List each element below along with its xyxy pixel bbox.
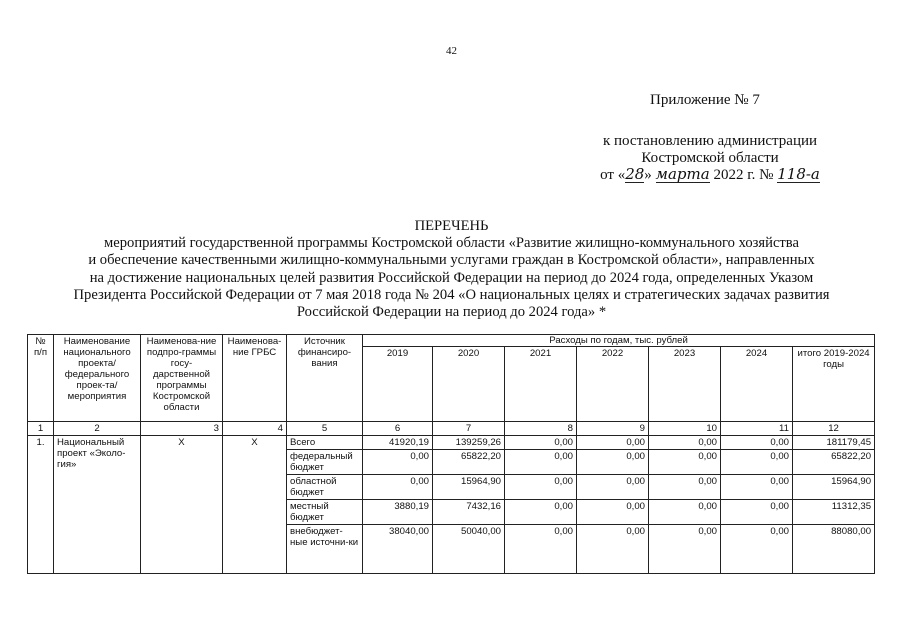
value-cell: 139259,26 [433,436,505,450]
heading-line: на достижение национальных целей развития Российской Федерации на период до 2024 года, определенных Указом [89,269,814,286]
page-number: 42 [446,45,457,57]
value-cell: 0,00 [363,475,433,500]
total-cell: 181179,45 [793,436,875,450]
value-cell: 0,00 [505,525,577,574]
resolution-date-line [580,167,840,184]
item-grbs: Х [223,436,287,574]
header-subprogram: Наименова-ние подпро-граммы госу-дарственной программы Костромской области [141,335,223,422]
index-cell: 5 [287,422,363,436]
value-cell: 0,00 [577,500,649,525]
resolution-line-2: Костромской области [641,150,779,166]
value-cell: 0,00 [505,500,577,525]
value-cell: 0,00 [505,475,577,500]
value-cell: 7432,16 [433,500,505,525]
header-year: 2021 [505,347,577,422]
value-cell: 0,00 [721,475,793,500]
date-year-text: 2022 г. № [713,167,774,183]
source-cell: областной бюджет [287,475,363,500]
value-cell: 0,00 [721,500,793,525]
table-row [28,436,875,450]
index-cell: 8 [505,422,577,436]
document-heading [0,218,903,321]
value-cell: 0,00 [649,500,721,525]
resolution-block [580,133,840,184]
index-cell: 1 [28,422,54,436]
item-number: 1. [28,436,54,574]
handwritten-month: марта [655,165,710,183]
value-cell: 15964,90 [433,475,505,500]
value-cell: 0,00 [721,436,793,450]
value-cell: 50040,00 [433,525,505,574]
value-cell: 41920,19 [363,436,433,450]
total-cell: 88080,00 [793,525,875,574]
index-cell: 11 [721,422,793,436]
value-cell: 0,00 [577,436,649,450]
date-mid: » [644,167,652,183]
source-cell: Всего [287,436,363,450]
value-cell: 65822,20 [433,450,505,475]
index-cell: 4 [223,422,287,436]
source-cell: федеральный бюджет [287,450,363,475]
header-year: 2024 [721,347,793,422]
appendix-label: Приложение № 7 [650,92,760,108]
value-cell: 0,00 [649,436,721,450]
index-cell: 2 [54,422,141,436]
heading-line: Российской Федерации на период до 2024 года» * [296,304,607,321]
header-row-1 [28,335,875,347]
total-cell: 15964,90 [793,475,875,500]
header-grbs: Наименова-ние ГРБС [223,335,287,422]
header-num: № п/п [28,335,54,422]
header-project: Наименование национального проекта/ федерального проек-та/мероприятия [54,335,141,422]
item-subprogram: Х [141,436,223,574]
source-cell: внебюджет-ные источни-ки [287,525,363,574]
index-cell: 12 [793,422,875,436]
value-cell: 0,00 [363,450,433,475]
column-index-row [28,422,875,436]
index-cell: 6 [363,422,433,436]
handwritten-number: 118-а [777,165,820,183]
measures-table [27,334,875,574]
header-expenses: Расходы по годам, тыс. рублей [363,335,875,347]
heading-title: ПЕРЕЧЕНЬ [414,218,489,234]
value-cell: 0,00 [577,525,649,574]
value-cell: 0,00 [649,450,721,475]
total-cell: 11312,35 [793,500,875,525]
total-cell: 65822,20 [793,450,875,475]
header-source: Источник финансиро-вания [287,335,363,422]
value-cell: 0,00 [721,525,793,574]
resolution-line-1: к постановлению администрации [602,133,818,149]
header-year: 2020 [433,347,505,422]
value-cell: 0,00 [505,450,577,475]
index-cell: 7 [433,422,505,436]
index-cell: 10 [649,422,721,436]
source-cell: местный бюджет [287,500,363,525]
header-year: 2019 [363,347,433,422]
heading-line: и обеспечение качественными жилищно-коммунальными услугами граждан в Костромской области», направленных [88,252,815,269]
header-year: 2022 [577,347,649,422]
heading-line: Президента Российской Федерации от 7 мая 2018 года № 204 «О национальных целях и стратегических задачах развития [73,286,830,303]
value-cell: 0,00 [505,436,577,450]
value-cell: 0,00 [577,475,649,500]
value-cell: 38040,00 [363,525,433,574]
value-cell: 0,00 [721,450,793,475]
value-cell: 0,00 [649,525,721,574]
value-cell: 3880,19 [363,500,433,525]
header-year: 2023 [649,347,721,422]
handwritten-day: 28 [625,165,645,183]
date-prefix: от « [600,167,626,183]
index-cell: 3 [141,422,223,436]
index-cell: 9 [577,422,649,436]
item-project: Национальный проект «Эколо-гия» [54,436,141,574]
header-total: итого 2019-2024 годы [793,347,875,422]
heading-line: мероприятий государственной программы Костромской области «Развитие жилищно-коммунального хозяйства [104,235,799,252]
value-cell: 0,00 [649,475,721,500]
value-cell: 0,00 [577,450,649,475]
